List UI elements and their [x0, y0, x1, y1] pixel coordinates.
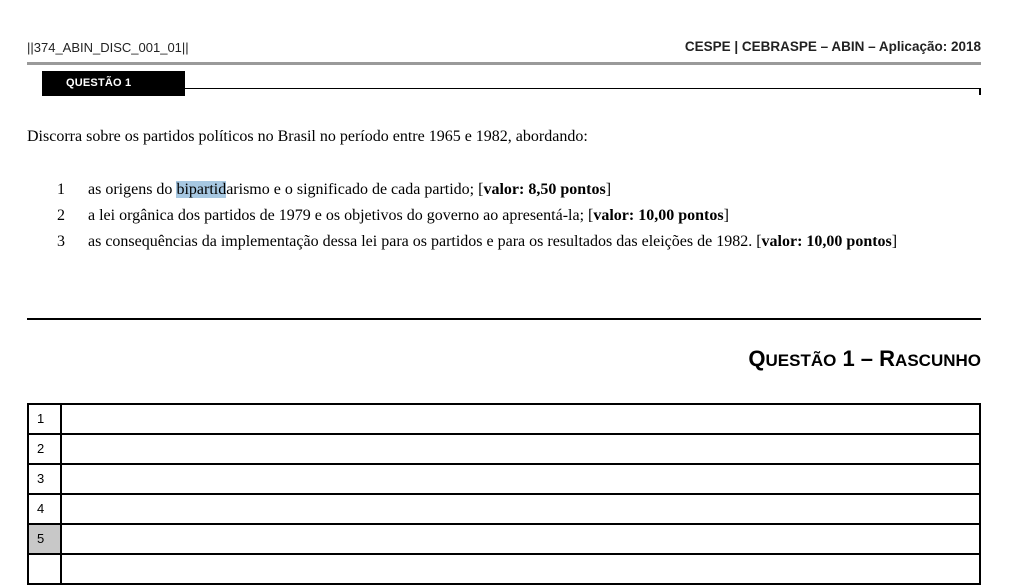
draft-line[interactable]: [27, 435, 981, 465]
draft-title: QUESTÃO 1 – RASCUNHO: [748, 346, 981, 371]
item-text-end: ]: [605, 181, 612, 198]
question-item-2: [57, 207, 897, 233]
line-writing-area[interactable]: [62, 435, 979, 463]
question-intro: Discorra sobre os partidos políticos no Brasil no período entre 1965 e 1982, abordando:: [27, 128, 588, 145]
document-code: ||374_ABIN_DISC_001_01||: [27, 40, 189, 55]
draft-line[interactable]: [27, 465, 981, 495]
item-number: 1: [57, 181, 65, 198]
item-text: as consequências da implementação dessa lei para os partidos e para os resultados das eleições de 1982. [: [88, 233, 762, 250]
item-text-end: ]: [723, 207, 729, 224]
line-writing-area[interactable]: [62, 405, 979, 433]
question-rule-tick: [979, 88, 981, 95]
item-value: valor: 10,00 pontos: [593, 207, 724, 224]
draft-answer-grid: [27, 403, 981, 585]
line-writing-area[interactable]: [62, 465, 979, 493]
section-divider: [27, 318, 981, 320]
line-number: 4: [29, 495, 62, 523]
draft-line[interactable]: [27, 495, 981, 525]
line-number: [29, 555, 62, 583]
item-text-end: ]: [891, 233, 898, 250]
question-rule: [185, 88, 980, 89]
item-value: valor: 8,50 pontos: [483, 181, 606, 198]
question-item-1: [57, 181, 897, 207]
line-number: 1: [29, 405, 62, 433]
item-number: 2: [57, 207, 65, 224]
line-writing-area[interactable]: [62, 495, 979, 523]
line-writing-area[interactable]: [62, 555, 979, 583]
draft-line-active[interactable]: [27, 525, 981, 555]
line-number: 2: [29, 435, 62, 463]
item-text: a lei orgânica dos partidos de 1979 e os objetivos do governo ao apresentá-la; [: [88, 207, 594, 224]
line-writing-area[interactable]: [62, 525, 979, 553]
line-number: 5: [29, 525, 62, 553]
draft-line[interactable]: [27, 405, 981, 435]
question-items: [57, 181, 897, 259]
question-tab: QUESTÃO 1: [42, 71, 185, 96]
exam-title: CESPE | CEBRASPE – ABIN – Aplicação: 2018: [684, 39, 981, 54]
item-number: 3: [57, 233, 65, 250]
question-item-3: [57, 233, 897, 259]
line-number: 3: [29, 465, 62, 493]
selected-text[interactable]: bipartid: [176, 181, 227, 198]
header-rule: [27, 62, 981, 65]
item-text: arismo e o significado de cada partido; [: [226, 181, 484, 198]
item-text: as origens do: [88, 181, 177, 198]
item-value: valor: 10,00 pontos: [761, 233, 892, 250]
